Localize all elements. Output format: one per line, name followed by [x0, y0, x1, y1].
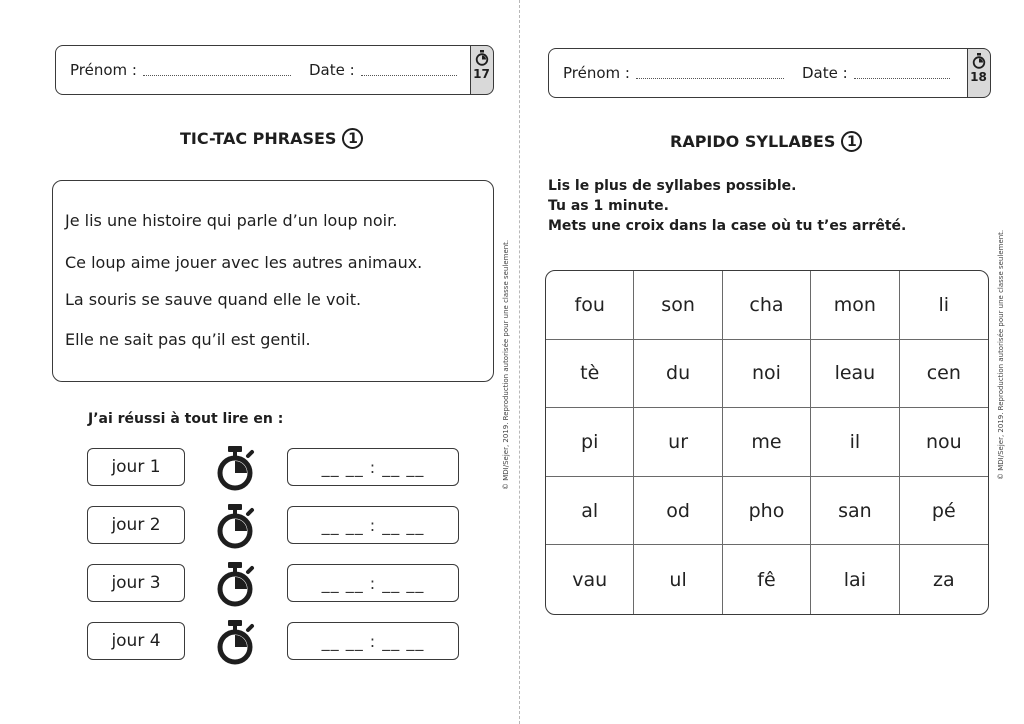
success-label: J’ai réussi à tout lire en : [88, 411, 284, 427]
date-blank[interactable] [361, 65, 457, 76]
syllable-cell[interactable]: san [811, 477, 899, 546]
syllable-cell[interactable]: tè [546, 340, 634, 409]
page-number: 18 [970, 69, 987, 84]
syllable-cell[interactable]: cen [900, 340, 988, 409]
syllable-cell[interactable]: me [723, 408, 811, 477]
syllable-grid [545, 270, 989, 615]
copyright-note: © MDI/Sejer, 2019. Reproduction autorisée pour une classe seulement. [997, 229, 1005, 480]
time-field[interactable]: __ __ : __ __ [287, 506, 459, 544]
copyright-note: © MDI/Sejer, 2019. Reproduction autorisée pour une classe seulement. [502, 239, 510, 490]
day-label: jour 4 [87, 622, 185, 660]
syllable-cell[interactable]: nou [900, 408, 988, 477]
stopwatch-icon [213, 620, 257, 670]
syllable-cell[interactable]: son [634, 271, 722, 340]
stopwatch-icon [213, 562, 257, 612]
stopwatch-icon [213, 446, 257, 496]
syllable-cell[interactable]: il [811, 408, 899, 477]
instruction-line: Lis le plus de syllabes possible. [548, 178, 797, 194]
syllable-cell[interactable]: pho [723, 477, 811, 546]
page-title [670, 131, 862, 152]
name-date-box-left [55, 45, 493, 95]
name-date-box-right [548, 48, 990, 98]
time-field[interactable]: __ __ : __ __ [287, 564, 459, 602]
syllable-cell[interactable]: al [546, 477, 634, 546]
syllable-cell[interactable]: fou [546, 271, 634, 340]
syllable-cell[interactable]: noi [723, 340, 811, 409]
syllable-cell[interactable]: lai [811, 545, 899, 614]
page-tab [470, 45, 494, 95]
syllable-cell[interactable]: vau [546, 545, 634, 614]
syllable-cell[interactable]: mon [811, 271, 899, 340]
syllable-cell[interactable]: za [932, 568, 955, 591]
stopwatch-icon [972, 53, 986, 69]
sentence: Ce loup aime jouer avec les autres animaux. [65, 253, 423, 272]
syllable-cell[interactable]: li [900, 271, 988, 340]
title-number: 1 [841, 131, 862, 152]
sentences-box [52, 180, 494, 382]
syllable-cell[interactable]: fê [723, 545, 811, 614]
syllable-cell[interactable]: od [634, 477, 722, 546]
syllable-cell[interactable]: ur [634, 408, 722, 477]
instructions [548, 176, 906, 236]
day-label: jour 1 [87, 448, 185, 486]
syllable-cell[interactable]: du [634, 340, 722, 409]
day-label: jour 3 [87, 564, 185, 602]
date-label: Date : [308, 61, 355, 79]
time-field[interactable]: __ __ : __ __ [287, 622, 459, 660]
day-label: jour 2 [87, 506, 185, 544]
page-fold [519, 0, 520, 724]
stopwatch-icon [213, 504, 257, 554]
syllable-cell[interactable]: cha [723, 271, 811, 340]
name-label: Prénom : [70, 61, 137, 79]
syllable-cell[interactable]: pi [546, 408, 634, 477]
stopwatch-icon [475, 50, 489, 66]
syllable-cell[interactable]: leau [811, 340, 899, 409]
syllable-cell[interactable]: pé [900, 477, 988, 546]
instruction-line: Tu as 1 minute. [548, 198, 669, 214]
title-text: TIC-TAC PHRASES [180, 129, 337, 148]
name-blank[interactable] [636, 68, 784, 79]
name-label: Prénom : [563, 64, 630, 82]
sentence: La souris se sauve quand elle le voit. [65, 290, 362, 309]
page-number: 17 [473, 66, 490, 81]
date-blank[interactable] [854, 68, 950, 79]
page-title [180, 128, 363, 149]
syllable-cell[interactable]: ul [634, 545, 722, 614]
name-blank[interactable] [143, 65, 291, 76]
sentence: Je lis une histoire qui parle d’un loup noir. [65, 211, 398, 230]
instruction-line: Mets une croix dans la case où tu t’es arrêté. [548, 218, 907, 234]
sentence: Elle ne sait pas qu’il est gentil. [65, 330, 311, 349]
date-label: Date : [801, 64, 848, 82]
page-tab [967, 48, 991, 98]
time-field[interactable]: __ __ : __ __ [287, 448, 459, 486]
title-number: 1 [342, 128, 363, 149]
title-text: RAPIDO SYLLABES [670, 132, 836, 151]
